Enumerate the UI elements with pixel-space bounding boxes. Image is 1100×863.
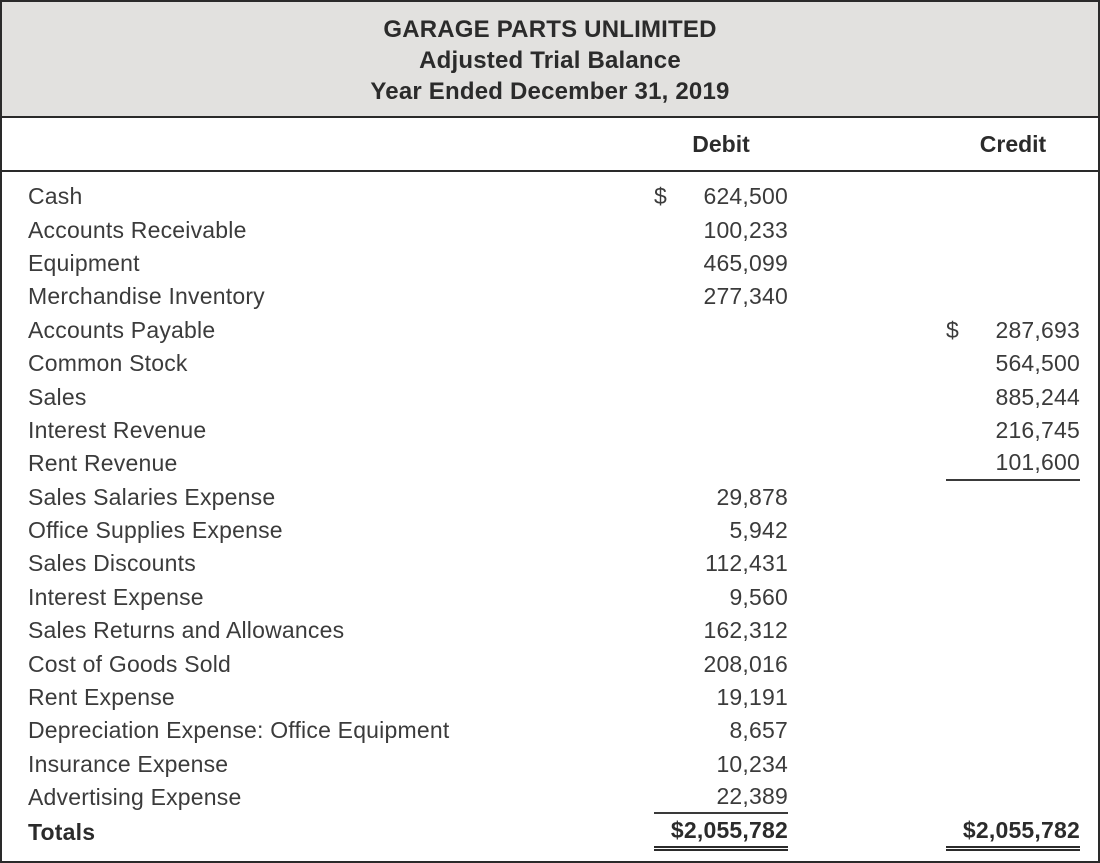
- row-right-pad: [1080, 781, 1098, 814]
- table-row: [2, 414, 1098, 447]
- row-right-pad: [1080, 247, 1098, 280]
- debit-amount-cell: [654, 447, 788, 480]
- credit-amount-cell: [946, 247, 1080, 280]
- row-gap: [788, 514, 946, 547]
- row-gap: [788, 647, 946, 680]
- credit-value: 885,244: [995, 383, 1080, 410]
- credit-amount-cell: [946, 814, 1080, 851]
- row-gap: [788, 581, 946, 614]
- row-gap: [788, 748, 946, 781]
- row-right-pad: [1080, 581, 1098, 614]
- table-row: [2, 614, 1098, 647]
- credit-amount-cell: [946, 581, 1080, 614]
- account-name: Equipment: [28, 249, 140, 276]
- credit-amount-cell: [946, 347, 1080, 380]
- row-right-pad: [1080, 748, 1098, 781]
- table-row: [2, 781, 1098, 814]
- debit-amount-cell: [654, 814, 788, 851]
- table-row: [2, 180, 1098, 213]
- row-gap: [788, 681, 946, 714]
- account-name: Merchandise Inventory: [28, 283, 265, 310]
- debit-amount-cell: [654, 347, 788, 380]
- row-right-pad: [1080, 514, 1098, 547]
- table-row: [2, 748, 1098, 781]
- credit-amount-cell: [946, 447, 1080, 480]
- row-right-pad: [1080, 213, 1098, 246]
- credit-amount-cell: [946, 681, 1080, 714]
- debit-value: 9,560: [729, 583, 788, 610]
- account-name: Interest Revenue: [28, 416, 207, 443]
- row-gap: [788, 481, 946, 514]
- credit-amount-cell: [946, 781, 1080, 814]
- credit-amount-cell: [946, 547, 1080, 580]
- table-row: [2, 380, 1098, 413]
- account-name: Sales Discounts: [28, 550, 196, 577]
- debit-value: 8,657: [729, 717, 788, 744]
- table-row: [2, 814, 1098, 851]
- account-name: Interest Expense: [28, 583, 204, 610]
- row-gap: [788, 280, 946, 313]
- row-gap: [788, 447, 946, 480]
- account-name: Cost of Goods Sold: [28, 650, 232, 677]
- debit-value: 5,942: [729, 517, 788, 544]
- row-gap: [788, 781, 946, 814]
- row-gap: [788, 347, 946, 380]
- credit-value: 287,693: [995, 316, 1080, 343]
- debit-value: 277,340: [703, 283, 788, 310]
- debit-amount-cell: [654, 380, 788, 413]
- row-right-pad: [1080, 447, 1098, 480]
- account-name: Office Supplies Expense: [28, 517, 283, 544]
- credit-amount-cell: [946, 481, 1080, 514]
- table-row: [2, 581, 1098, 614]
- table-row: [2, 447, 1098, 480]
- credit-value: 101,600: [995, 449, 1080, 476]
- row-gap: [788, 180, 946, 213]
- debit-amount-cell: [654, 213, 788, 246]
- statement-period: Year Ended December 31, 2019: [370, 78, 730, 105]
- account-name: Accounts Receivable: [28, 216, 247, 243]
- row-right-pad: [1080, 614, 1098, 647]
- credit-amount-cell: [946, 314, 1080, 347]
- account-name: Sales: [28, 383, 87, 410]
- table-row: [2, 514, 1098, 547]
- debit-value: 112,431: [705, 550, 788, 577]
- row-right-pad: [1080, 280, 1098, 313]
- debit-amount-cell: [654, 748, 788, 781]
- credit-amount-cell: [946, 213, 1080, 246]
- account-name: Rent Expense: [28, 684, 175, 711]
- column-header-credit: Credit: [979, 130, 1047, 157]
- row-gap: [788, 714, 946, 747]
- row-gap: [788, 380, 946, 413]
- debit-value: 162,312: [703, 617, 788, 644]
- account-name: Depreciation Expense: Office Equipment: [28, 717, 450, 744]
- company-name: GARAGE PARTS UNLIMITED: [383, 16, 717, 43]
- column-header-debit: Debit: [692, 130, 750, 157]
- account-name: Common Stock: [28, 350, 188, 377]
- debit-amount-cell: [654, 714, 788, 747]
- row-gap: [788, 547, 946, 580]
- table-row: [2, 647, 1098, 680]
- credit-value: 216,745: [995, 416, 1080, 443]
- table-row: [2, 247, 1098, 280]
- debit-amount-cell: [654, 247, 788, 280]
- account-name: Rent Revenue: [28, 450, 178, 477]
- table-row: [2, 280, 1098, 313]
- row-gap: [788, 314, 946, 347]
- account-rows: [2, 172, 1098, 861]
- debit-value: 624,500: [703, 183, 788, 210]
- debit-value: 465,099: [703, 249, 788, 276]
- row-gap: [788, 614, 946, 647]
- statement-header: [2, 2, 1098, 118]
- debit-dollar-sign: $: [654, 183, 667, 210]
- debit-value: $2,055,782: [670, 816, 788, 843]
- debit-amount-cell: [654, 314, 788, 347]
- debit-value: 100,233: [703, 216, 788, 243]
- row-gap: [788, 247, 946, 280]
- debit-value: 208,016: [703, 650, 788, 677]
- debit-amount-cell: [654, 414, 788, 447]
- row-right-pad: [1080, 714, 1098, 747]
- account-name: Totals: [28, 819, 96, 846]
- row-right-pad: [1080, 414, 1098, 447]
- table-row: [2, 681, 1098, 714]
- row-right-pad: [1080, 547, 1098, 580]
- account-name: Insurance Expense: [28, 750, 229, 777]
- debit-amount-cell: [654, 681, 788, 714]
- row-right-pad: [1080, 314, 1098, 347]
- row-gap: [788, 213, 946, 246]
- credit-amount-cell: [946, 514, 1080, 547]
- account-name: Advertising Expense: [28, 784, 242, 811]
- row-gap: [788, 814, 946, 851]
- credit-amount-cell: [946, 380, 1080, 413]
- credit-value: 564,500: [995, 350, 1080, 377]
- credit-amount-cell: [946, 714, 1080, 747]
- debit-amount-cell: [654, 280, 788, 313]
- debit-amount-cell: [654, 514, 788, 547]
- credit-amount-cell: [946, 614, 1080, 647]
- credit-amount-cell: [946, 180, 1080, 213]
- row-right-pad: [1080, 647, 1098, 680]
- row-right-pad: [1080, 180, 1098, 213]
- debit-amount-cell: [654, 547, 788, 580]
- account-name: Accounts Payable: [28, 316, 216, 343]
- credit-amount-cell: [946, 280, 1080, 313]
- credit-amount-cell: [946, 647, 1080, 680]
- debit-amount-cell: [654, 614, 788, 647]
- credit-dollar-sign: $: [946, 316, 959, 343]
- table-row: [2, 314, 1098, 347]
- statement-title: Adjusted Trial Balance: [419, 47, 681, 74]
- table-row: [2, 347, 1098, 380]
- credit-amount-cell: [946, 748, 1080, 781]
- column-headers: [2, 118, 1098, 172]
- account-name: Cash: [28, 183, 83, 210]
- credit-value: $2,055,782: [962, 816, 1080, 843]
- debit-value: 29,878: [716, 483, 788, 510]
- debit-amount-cell: [654, 481, 788, 514]
- debit-value: 10,234: [716, 750, 788, 777]
- account-name: Sales Salaries Expense: [28, 483, 276, 510]
- debit-value: 19,191: [716, 684, 788, 711]
- debit-amount-cell: [654, 180, 788, 213]
- row-right-pad: [1080, 380, 1098, 413]
- table-row: [2, 714, 1098, 747]
- account-name: Sales Returns and Allowances: [28, 617, 345, 644]
- row-right-pad: [1080, 347, 1098, 380]
- table-row: [2, 547, 1098, 580]
- debit-amount-cell: [654, 781, 788, 814]
- credit-amount-cell: [946, 414, 1080, 447]
- row-right-pad: [1080, 481, 1098, 514]
- table-row: [2, 213, 1098, 246]
- row-right-pad: [1080, 814, 1098, 851]
- row-right-pad: [1080, 681, 1098, 714]
- debit-value: 22,389: [716, 783, 788, 810]
- table-row: [2, 481, 1098, 514]
- debit-amount-cell: [654, 581, 788, 614]
- row-gap: [788, 414, 946, 447]
- debit-amount-cell: [654, 647, 788, 680]
